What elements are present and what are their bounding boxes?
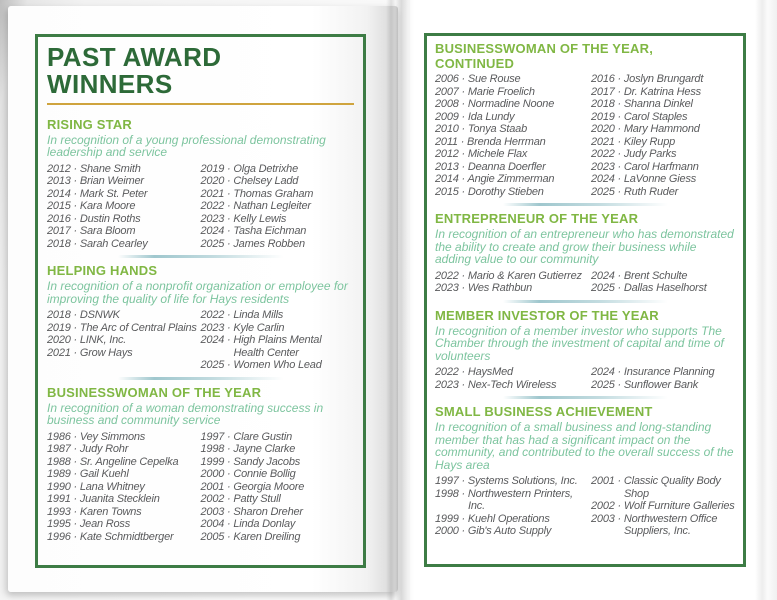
winner-entry: 2005 · Karen Dreiling (200, 530, 301, 543)
section-helping-hands (47, 263, 354, 372)
winner-entry: 2017 · Sara Bloom (47, 225, 136, 238)
winner-entry: 2023 · Carol Harfmann (591, 160, 699, 173)
winner-entry: 2000 · Connie Bollig (200, 468, 296, 481)
winner-entry: 2025 · James Robben (200, 237, 305, 250)
winners-column-2 (591, 366, 735, 391)
section-divider (118, 377, 283, 380)
section-entrepreneur (435, 211, 735, 295)
winner-entry: 2022 · Judy Parks (591, 148, 677, 160)
winner-entry: 2020 · Mary Hammond (591, 123, 700, 135)
winners-columns (435, 73, 735, 198)
winner-entry: 2023 · Wes Rathbun (435, 282, 533, 294)
winners-column-1 (47, 309, 201, 372)
award-box-left (35, 34, 366, 568)
winners-column-2 (201, 309, 355, 372)
winner-entry: 2024 · Insurance Planning (591, 366, 715, 378)
winners-columns (47, 163, 354, 251)
winner-entry: 1999 · Kuehl Operations (435, 512, 550, 525)
winner-entry: 1997 · Clare Gustin (200, 430, 293, 443)
winner-entry: 2013 · Deanna Doerfler (435, 160, 546, 173)
winners-column-1 (435, 73, 591, 198)
winner-entry: 2013 · Brian Weimer (47, 175, 144, 188)
section-member-investor (435, 308, 735, 392)
winners-columns (435, 475, 735, 538)
winner-entry: 2020 · LINK, Inc. (47, 334, 127, 347)
winner-entry: 1990 · Lana Whitney (47, 480, 145, 493)
winner-entry: 1996 · Kate Schmidtberger (47, 530, 174, 543)
winner-entry: 2008 · Normadine Noone (435, 98, 555, 110)
winner-entry: 2024 · Brent Schulte (591, 269, 688, 282)
winner-entry: 1986 · Vey Simmons (47, 430, 146, 443)
winner-entry: 2001 · Classic Quality Body Shop (591, 475, 721, 500)
winner-entry: 2024 · LaVonne Giess (591, 173, 697, 185)
section-description: In recognition of a nonprofit organization or employee for improving the quality of life for Hays residents (47, 279, 348, 306)
winners-column-2 (591, 475, 735, 538)
section-small-business (435, 404, 735, 538)
winner-entry: 2012 · Michele Flax (435, 148, 528, 160)
winner-entry: 2023 · Kyle Carlin (200, 321, 285, 334)
section-description: In recognition of a woman demonstrating success in business and community service (47, 400, 324, 428)
winner-entry: 2022 · Nathan Legleiter (200, 200, 311, 213)
winners-columns (47, 309, 354, 372)
section-title: BUSINESSWOMAN OF THE YEAR, CONTINUED (435, 41, 654, 71)
winner-entry: 2022 · Mario & Karen Gutierrez (435, 269, 582, 282)
winner-entry: 2011 · Brenda Herrman (435, 135, 546, 148)
winner-entry: 2021 · Kiley Rupp (591, 135, 676, 148)
section-title: HELPING HANDS (47, 263, 158, 279)
winners-columns (435, 366, 735, 391)
winner-entry: 2002 · Patty Stull (200, 493, 281, 506)
winners-column-2 (591, 73, 735, 198)
winners-column-1 (47, 163, 201, 251)
section-description: In recognition of a member investor who supports The Chamber through the investment of capital and time of volunteers (435, 323, 724, 363)
section-title: SMALL BUSINESS ACHIEVEMENT (435, 404, 653, 419)
winner-entry: 2000 · Gib's Auto Supply (435, 525, 552, 537)
winner-entry: 2022 · Linda Mills (200, 309, 284, 322)
winners-columns (435, 270, 735, 295)
section-divider (503, 396, 668, 399)
winner-entry: 1998 · Northwestern Printers, Inc. (435, 487, 573, 512)
winner-entry: 1988 · Sr. Angeline Cepelka (47, 455, 179, 468)
winner-entry: 2021 · Thomas Graham (200, 187, 314, 200)
section-title: RISING STAR (47, 116, 133, 132)
winner-entry: 2021 · Grow Hays (47, 346, 133, 359)
winner-entry: 2003 · Northwestern Office Suppliers, Inc. (591, 512, 718, 537)
winner-entry: 2024 · Tasha Eichman (200, 225, 307, 238)
winner-entry: 2016 · Joslyn Brungardt (591, 73, 704, 85)
winner-entry: 1987 · Judy Rohr (47, 443, 129, 456)
winner-entry: 1999 · Sandy Jacobs (200, 455, 301, 468)
winner-entry: 1993 · Karen Towns (47, 505, 142, 518)
section-description: In recognition of an entrepreneur who has demonstrated the ability to create and grow their business while adding value to our community (435, 227, 734, 266)
winner-entry: 2015 · Kara Moore (47, 200, 136, 213)
winner-entry: 2004 · Linda Donlay (200, 518, 296, 531)
section-description: In recognition of a small business and long-standing member that has had a significant impact on the community, and contributed to the overall success of the Hays area (435, 420, 734, 472)
winner-entry: 2009 · Ida Lundy (435, 110, 515, 123)
winners-column-1 (47, 431, 201, 544)
winner-entry: 2024 · High Plains Mental Health Center (200, 334, 322, 359)
winner-entry: 1995 · Jean Ross (47, 518, 131, 531)
winner-entry: 2017 · Dr. Katrina Hess (591, 85, 701, 98)
winner-entry: 2012 · Shane Smith (47, 162, 141, 175)
winner-entry: 2020 · Chelsey Ladd (200, 175, 299, 188)
section-divider (503, 300, 668, 303)
winner-entry: 2019 · The Arc of Central Plains (47, 321, 197, 334)
section-description: In recognition of a young professional demonstrating leadership and service (47, 132, 326, 160)
winner-entry: 2006 · Sue Rouse (435, 73, 521, 85)
award-box-right (424, 33, 746, 567)
winner-entry: 2018 · Sarah Cearley (47, 237, 148, 250)
winner-entry: 2010 · Tonya Staab (435, 123, 528, 135)
section-businesswoman-continued (435, 41, 735, 198)
winner-entry: 2018 · Shanna Dinkel (591, 98, 693, 110)
winner-entry: 2016 · Dustin Roths (47, 212, 141, 225)
winner-entry: 2025 · Sunflower Bank (591, 378, 699, 391)
winner-entry: 2002 · Wolf Furniture Galleries (591, 500, 735, 512)
winners-column-2 (201, 431, 355, 544)
section-title: ENTREPRENEUR OF THE YEAR (435, 211, 639, 226)
winner-entry: 2003 · Sharon Dreher (200, 505, 303, 518)
winner-entry: 2023 · Kelly Lewis (200, 212, 287, 225)
winner-entry: 2014 · Angie Zimmerman (435, 173, 555, 185)
winner-entry: 2025 · Ruth Ruder (591, 185, 679, 198)
winners-column-2 (591, 270, 735, 295)
winner-entry: 2007 · Marie Froelich (435, 85, 535, 98)
section-divider (118, 255, 283, 258)
winner-entry: 2023 · Nex-Tech Wireless (435, 378, 557, 391)
page-title: PAST AWARD WINNERS (47, 44, 354, 105)
section-title: BUSINESSWOMAN OF THE YEAR (47, 384, 262, 400)
winner-entry: 1997 · Systems Solutions, Inc. (435, 475, 578, 487)
winners-column-2 (201, 163, 355, 251)
section-rising-star (47, 117, 354, 251)
winner-entry: 2015 · Dorothy Stieben (435, 185, 544, 198)
winner-entry: 2018 · DSNWK (47, 309, 120, 322)
winner-entry: 2019 · Carol Staples (591, 110, 688, 123)
winner-entry: 2019 · Olga Detrixhe (200, 162, 298, 175)
section-divider (503, 203, 668, 206)
winner-entry: 2025 · Women Who Lead (200, 359, 322, 372)
winners-columns (47, 431, 354, 544)
winners-column-1 (435, 366, 591, 391)
winner-entry: 1998 · Jayne Clarke (200, 443, 296, 456)
winner-entry: 2022 · HaysMed (435, 366, 513, 378)
winner-entry: 2025 · Dallas Haselhorst (591, 282, 707, 294)
winner-entry: 2014 · Mark St. Peter (47, 187, 148, 200)
section-businesswoman (47, 385, 354, 544)
winners-column-1 (435, 475, 591, 538)
winner-entry: 1989 · Gail Kuehl (47, 468, 129, 481)
winner-entry: 1991 · Juanita Stecklein (47, 493, 160, 506)
winner-entry: 2001 · Georgia Moore (200, 480, 305, 493)
winners-column-1 (435, 270, 591, 295)
section-title: MEMBER INVESTOR OF THE YEAR (435, 307, 659, 323)
